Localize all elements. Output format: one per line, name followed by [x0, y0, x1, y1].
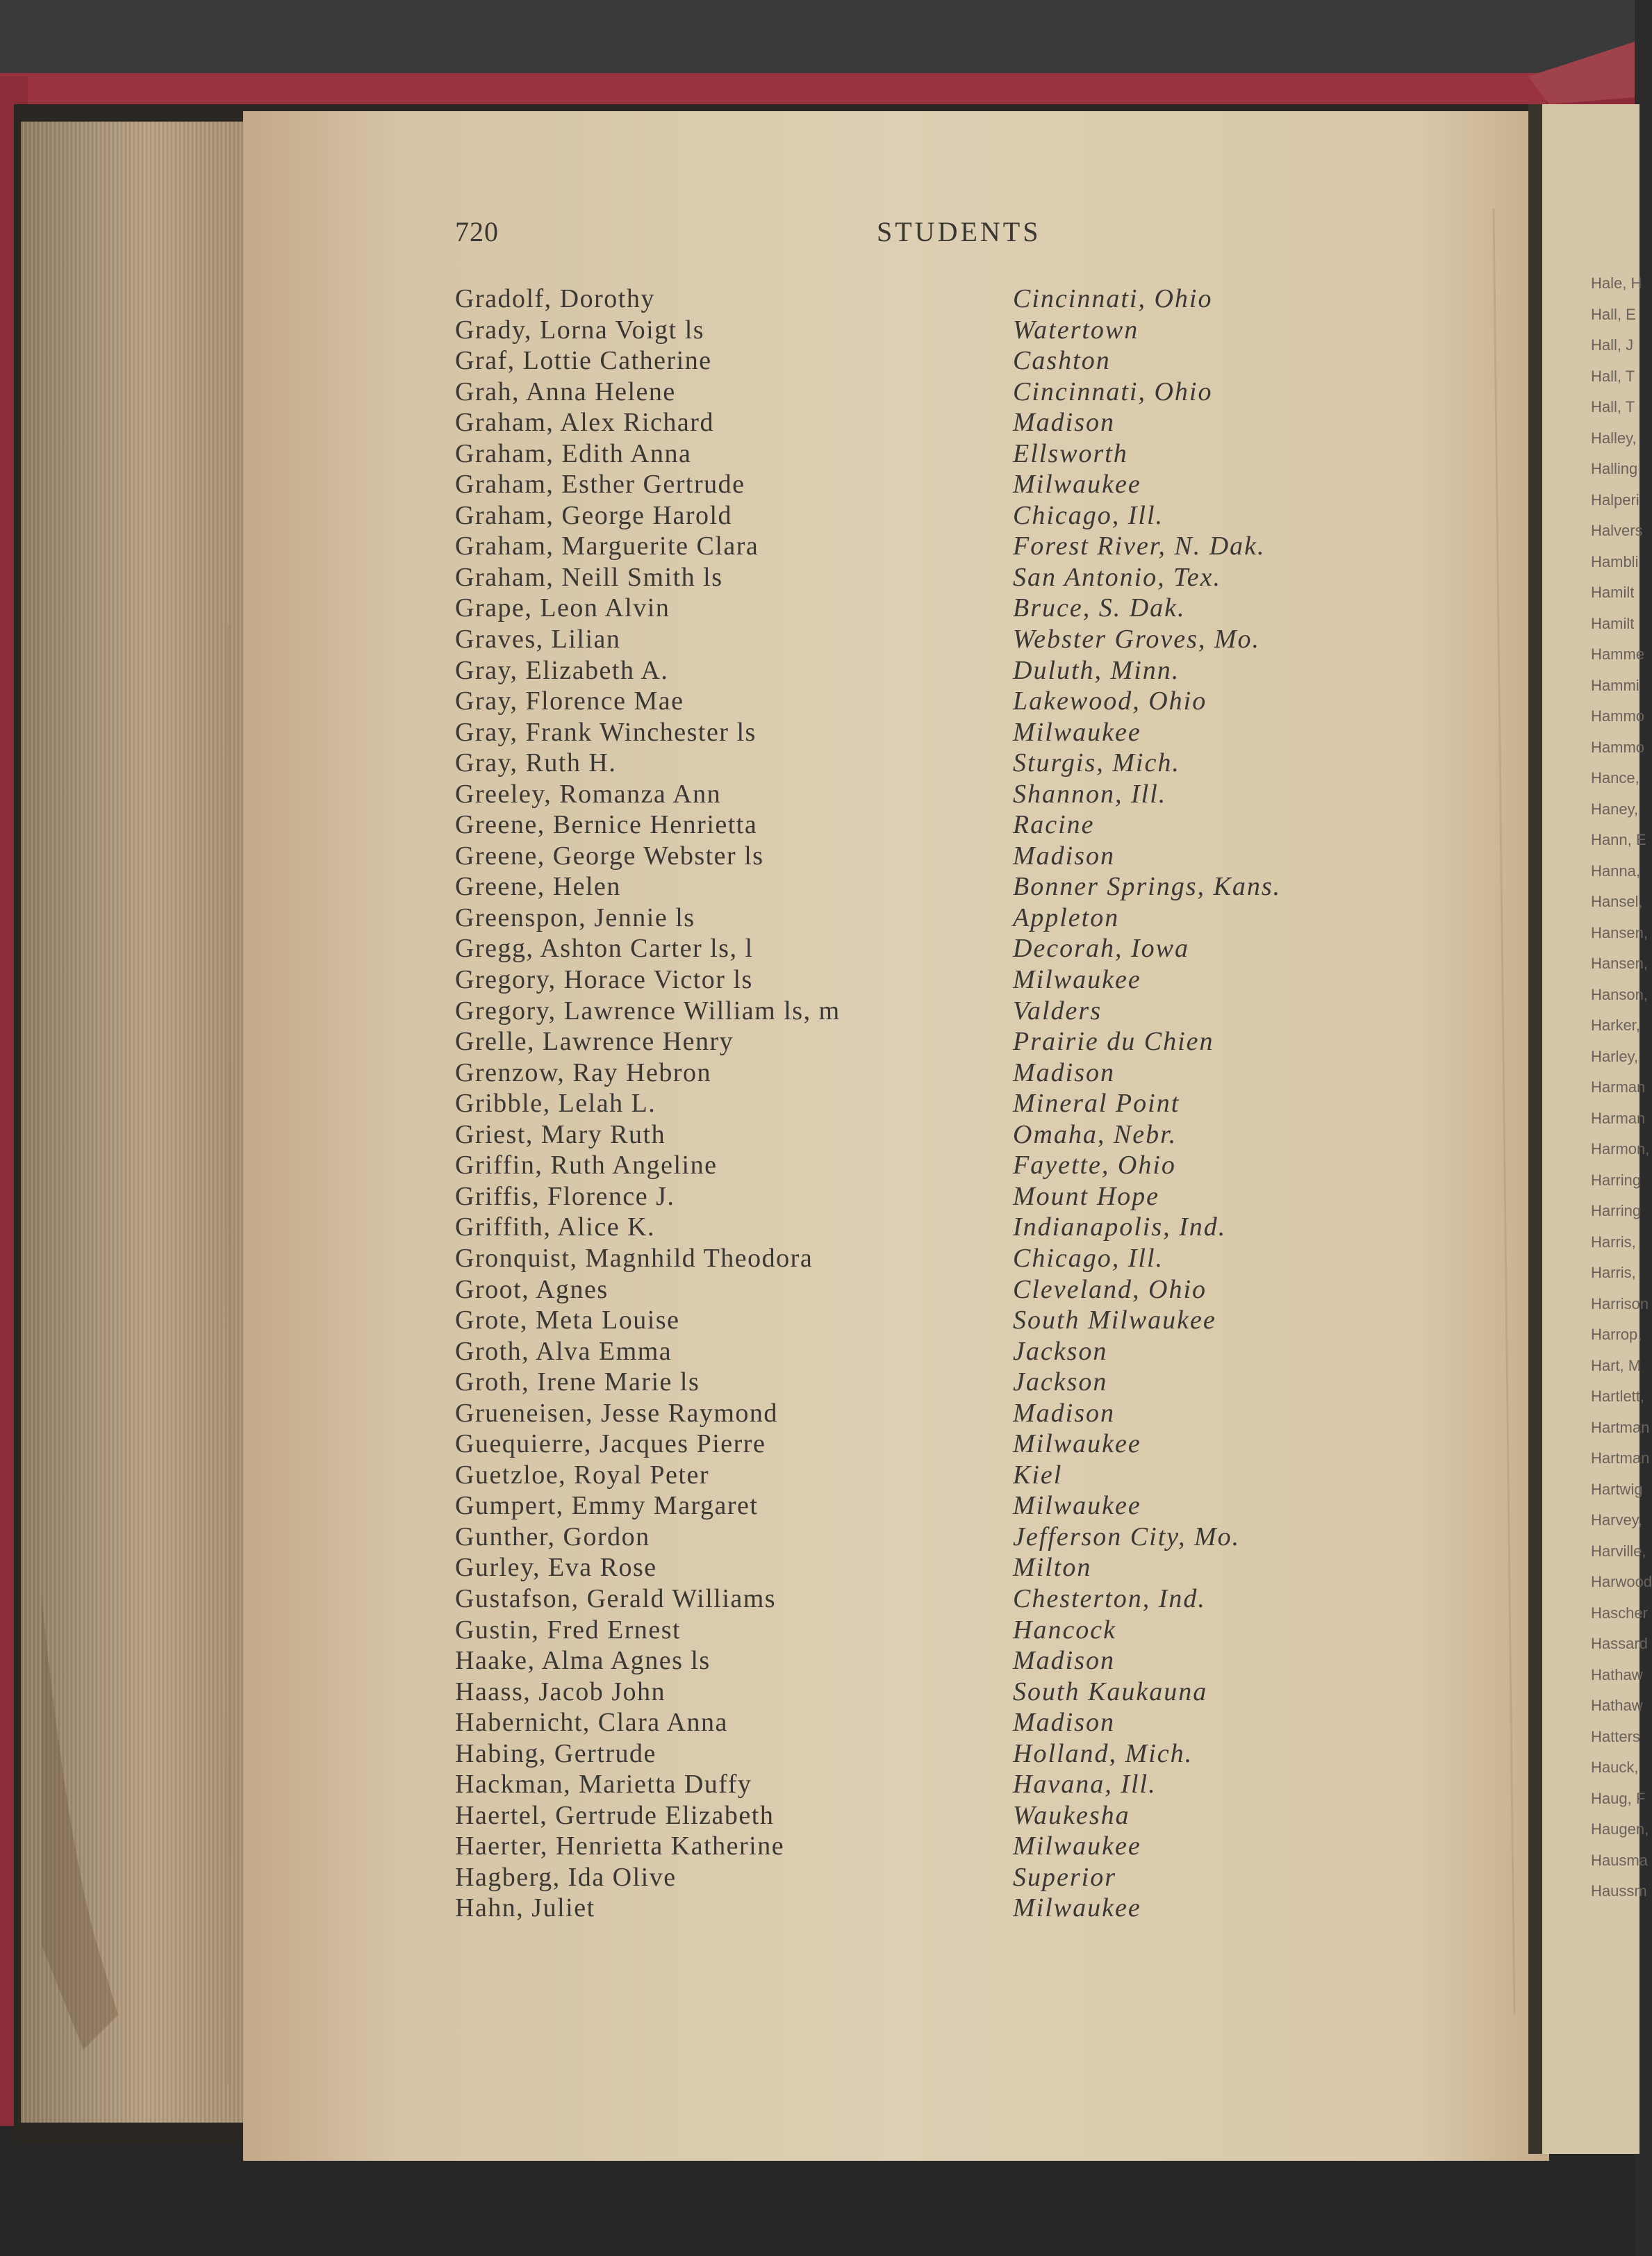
student-hometown: Duluth, Minn. [1013, 655, 1180, 685]
student-name: Haertel, Gertrude Elizabeth [455, 1800, 775, 1830]
student-name: Greene, George Webster ls [455, 841, 764, 871]
student-hometown: Omaha, Nebr. [1013, 1119, 1178, 1149]
facing-page-text: Hausma [1591, 1851, 1648, 1869]
student-name: Gribble, Lelah L. [455, 1089, 656, 1119]
student-name: Groot, Agnes [455, 1274, 609, 1304]
student-name: Haerter, Henrietta Katherine [455, 1831, 785, 1861]
student-entry [455, 1738, 1358, 1770]
student-hometown: Indianapolis, Ind. [1013, 1212, 1227, 1242]
facing-page-text: Hartlett, [1591, 1388, 1645, 1405]
student-hometown: Madison [1013, 1398, 1115, 1428]
student-name: Griest, Mary Ruth [455, 1119, 666, 1149]
student-hometown: Chesterton, Ind. [1013, 1583, 1206, 1613]
student-hometown: Milwaukee [1013, 717, 1141, 747]
student-hometown: Havana, Ill. [1013, 1770, 1157, 1800]
student-entry [455, 1677, 1358, 1708]
facing-page-text: Hall, E [1591, 305, 1636, 323]
student-entry [455, 933, 1358, 964]
student-entry [455, 1243, 1358, 1274]
student-name: Griffin, Ruth Angeline [455, 1151, 718, 1180]
facing-page-text: Harwood [1591, 1573, 1652, 1590]
student-entry [455, 903, 1358, 934]
student-entry [455, 469, 1358, 500]
student-name: Guequierre, Jacques Pierre [455, 1429, 766, 1459]
facing-page-text: Hansen, [1591, 955, 1648, 972]
student-name: Guetzloe, Royal Peter [455, 1460, 710, 1490]
student-entry [455, 1398, 1358, 1429]
student-hometown: Cleveland, Ohio [1013, 1274, 1207, 1304]
student-entry [455, 809, 1358, 841]
student-hometown: Cashton [1013, 346, 1111, 376]
student-name: Groth, Alva Emma [455, 1336, 672, 1366]
student-hometown: Jefferson City, Mo. [1013, 1522, 1241, 1551]
facing-page-text: Harmon, [1591, 1140, 1650, 1158]
facing-page-text: Harman [1591, 1109, 1646, 1127]
student-hometown: Madison [1013, 841, 1115, 871]
student-hometown: Sturgis, Mich. [1013, 748, 1180, 778]
student-hometown: Madison [1013, 408, 1115, 438]
student-name: Habing, Gertrude [455, 1738, 656, 1768]
student-hometown: Madison [1013, 1708, 1115, 1738]
student-entry [455, 1645, 1358, 1677]
student-hometown: Lakewood, Ohio [1013, 686, 1207, 716]
facing-page-text: Hartwig [1591, 1480, 1643, 1498]
student-name: Gregg, Ashton Carter ls, l [455, 934, 754, 964]
facing-page-text: Haug, F [1591, 1789, 1646, 1807]
student-hometown: Milwaukee [1013, 965, 1141, 995]
student-name: Grenzow, Ray Hebron [455, 1057, 711, 1087]
facing-page-text: Hall, J [1591, 336, 1634, 354]
facing-page-text: Harker, [1591, 1016, 1640, 1034]
student-hometown: Jackson [1013, 1367, 1108, 1397]
facing-page-text: Halley, [1591, 429, 1637, 447]
facing-page-text: Hale, H [1591, 274, 1642, 292]
facing-page-text: Halvers [1591, 522, 1643, 539]
student-entry [455, 500, 1358, 532]
student-entry [455, 717, 1358, 748]
student-entry [455, 1336, 1358, 1367]
student-name: Griffith, Alice K. [455, 1212, 656, 1242]
student-name: Groth, Irene Marie ls [455, 1367, 700, 1397]
student-entry [455, 1274, 1358, 1306]
student-entry [455, 562, 1358, 593]
facing-page-text: Hanna, [1591, 862, 1640, 880]
student-name: Graham, Esther Gertrude [455, 470, 745, 500]
student-entry [455, 1522, 1358, 1553]
student-hometown: Madison [1013, 1646, 1115, 1676]
facing-page-text: Hartman [1591, 1418, 1650, 1436]
student-name: Greenspon, Jennie ls [455, 903, 695, 932]
student-entry [455, 283, 1358, 315]
facing-page-text: Harville, [1591, 1542, 1646, 1560]
student-entry [455, 1583, 1358, 1615]
student-hometown: Mount Hope [1013, 1181, 1160, 1211]
student-name: Griffis, Florence J. [455, 1181, 675, 1211]
student-entry [455, 1367, 1358, 1398]
student-hometown: Hancock [1013, 1615, 1117, 1645]
facing-page-text: Hatters [1591, 1727, 1640, 1745]
student-hometown: Milwaukee [1013, 1831, 1141, 1861]
facing-page-text: Hartman [1591, 1449, 1650, 1467]
student-hometown: Jackson [1013, 1336, 1108, 1366]
page-number: 720 [455, 216, 499, 247]
student-name: Hackman, Marietta Duffy [455, 1770, 752, 1800]
student-hometown: Waukesha [1013, 1800, 1130, 1830]
student-name: Graham, Neill Smith ls [455, 562, 723, 592]
student-entry [455, 1119, 1358, 1151]
student-hometown: Madison [1013, 1057, 1115, 1087]
student-name: Graham, Edith Anna [455, 438, 692, 468]
student-name: Gustafson, Gerald Williams [455, 1583, 777, 1613]
running-title: STUDENTS [877, 216, 1041, 247]
student-name: Graham, George Harold [455, 500, 733, 530]
student-hometown: Milwaukee [1013, 1893, 1141, 1923]
facing-page-text: Hall, T [1591, 367, 1635, 385]
student-entry [455, 655, 1358, 686]
student-hometown: Prairie du Chien [1013, 1027, 1214, 1057]
student-hometown: South Milwaukee [1013, 1306, 1216, 1335]
student-entry [455, 624, 1358, 655]
student-entry [455, 1057, 1358, 1089]
student-hometown: Cincinnati, Ohio [1013, 284, 1213, 313]
facing-page-text: Hamme [1591, 645, 1645, 663]
student-name: Gumpert, Emmy Margaret [455, 1491, 759, 1521]
student-name: Gustin, Fred Ernest [455, 1615, 682, 1645]
student-entry [455, 1181, 1358, 1212]
student-entry [455, 593, 1358, 624]
student-entry [455, 315, 1358, 346]
facing-page-text: Hathaw [1591, 1697, 1643, 1714]
student-name: Grelle, Lawrence Henry [455, 1027, 734, 1057]
student-hometown: Holland, Mich. [1013, 1738, 1193, 1768]
facing-page-text: Hall, T [1591, 398, 1635, 415]
student-name: Gunther, Gordon [455, 1522, 650, 1551]
student-entry [455, 1707, 1358, 1738]
facing-page-text: Harring [1591, 1202, 1642, 1219]
facing-page-text: Harris, [1591, 1264, 1636, 1281]
facing-page-text: Hammo [1591, 738, 1645, 756]
student-hometown: Chicago, Ill. [1013, 500, 1164, 530]
student-entry [455, 686, 1358, 717]
student-name: Graham, Alex Richard [455, 408, 714, 438]
student-hometown: South Kaukauna [1013, 1677, 1208, 1706]
facing-page-text: Harrison [1591, 1294, 1649, 1312]
student-entry [455, 438, 1358, 470]
student-entry [455, 345, 1358, 377]
student-entry [455, 1428, 1358, 1460]
student-name: Haake, Alma Agnes ls [455, 1646, 711, 1676]
student-hometown: Racine [1013, 810, 1095, 840]
student-name: Gray, Florence Mae [455, 686, 684, 716]
student-name: Graf, Lottie Catherine [455, 346, 712, 376]
student-name: Habernicht, Clara Anna [455, 1708, 728, 1738]
student-hometown: Milwaukee [1013, 1429, 1141, 1459]
student-entry [455, 1150, 1358, 1181]
student-entry [455, 1490, 1358, 1522]
facing-page-text: Hammo [1591, 707, 1645, 725]
student-name: Grote, Meta Louise [455, 1306, 680, 1335]
facing-page-text: Hambli [1591, 552, 1639, 570]
student-entry [455, 1615, 1358, 1646]
student-entry [455, 1893, 1358, 1924]
facing-page-text: Haney, [1591, 800, 1639, 818]
student-name: Graham, Marguerite Clara [455, 532, 759, 561]
student-hometown: Milton [1013, 1553, 1092, 1583]
student-hometown: Superior [1013, 1862, 1116, 1892]
facing-page-text: Hathaw [1591, 1665, 1643, 1683]
student-entry [455, 964, 1358, 996]
student-entry [455, 1831, 1358, 1862]
student-entry [455, 841, 1358, 872]
student-name: Greene, Helen [455, 872, 621, 902]
student-entry [455, 748, 1358, 779]
facing-page-text: Hart, M [1591, 1356, 1642, 1374]
facing-page-text: Haussm [1591, 1882, 1647, 1900]
facing-page-text: Harman [1591, 1078, 1646, 1096]
facing-page-text: Hanson, [1591, 985, 1648, 1003]
student-name: Gregory, Lawrence William ls, m [455, 996, 841, 1026]
facing-page-text: Halperi [1591, 491, 1639, 509]
student-list [455, 283, 1358, 1924]
facing-page-text: Hance, [1591, 769, 1639, 787]
student-hometown: Forest River, N. Dak. [1013, 532, 1266, 561]
student-entry [455, 1305, 1358, 1336]
student-hometown: Ellsworth [1013, 438, 1128, 468]
student-hometown: Valders [1013, 996, 1102, 1026]
student-name: Gurley, Eva Rose [455, 1553, 657, 1583]
facing-page-text: Harring [1591, 1171, 1642, 1189]
facing-page-text: Hascher [1591, 1604, 1648, 1622]
student-hometown: Fayette, Ohio [1013, 1151, 1176, 1180]
student-name: Gray, Frank Winchester ls [455, 717, 757, 747]
student-name: Greene, Bernice Henrietta [455, 810, 758, 840]
student-entry [455, 407, 1358, 438]
student-entry [455, 1212, 1358, 1243]
facing-page-text: Hauck, [1591, 1759, 1639, 1776]
facing-page-text: Hamilt [1591, 584, 1635, 601]
student-hometown: San Antonio, Tex. [1013, 562, 1222, 592]
facing-page-text: Harley, [1591, 1047, 1639, 1065]
student-hometown: Webster Groves, Mo. [1013, 625, 1261, 654]
student-name: Haass, Jacob John [455, 1677, 666, 1706]
student-name: Gray, Ruth H. [455, 748, 617, 778]
student-name: Grady, Lorna Voigt ls [455, 315, 705, 345]
student-hometown: Appleton [1013, 903, 1120, 932]
student-hometown: Cincinnati, Ohio [1013, 377, 1213, 406]
student-entry [455, 1026, 1358, 1057]
student-hometown: Shannon, Ill. [1013, 779, 1167, 809]
student-entry [455, 531, 1358, 562]
student-entry [455, 1800, 1358, 1831]
student-hometown: Mineral Point [1013, 1089, 1180, 1119]
facing-page-fragment [1591, 274, 1652, 1913]
student-name: Greeley, Romanza Ann [455, 779, 722, 809]
student-name: Gregory, Horace Victor ls [455, 965, 753, 995]
student-name: Gray, Elizabeth A. [455, 655, 669, 685]
facing-page-text: Hammi [1591, 676, 1639, 694]
facing-page-text: Haugen, [1591, 1820, 1649, 1838]
facing-page-text: Hamilt [1591, 614, 1635, 632]
student-hometown: Kiel [1013, 1460, 1063, 1490]
student-hometown: Watertown [1013, 315, 1139, 345]
student-entry [455, 1769, 1358, 1800]
facing-page-text: Halling [1591, 460, 1638, 477]
student-hometown: Chicago, Ill. [1013, 1243, 1164, 1273]
facing-page-text: Harrop, [1591, 1326, 1642, 1343]
facing-page-text: Hansen, [1591, 923, 1648, 941]
student-hometown: Bonner Springs, Kans. [1013, 872, 1282, 902]
student-name: Hagberg, Ida Olive [455, 1862, 677, 1892]
facing-page-text: Harris, [1591, 1233, 1636, 1251]
student-entry [455, 871, 1358, 903]
student-name: Gradolf, Dorothy [455, 284, 655, 313]
student-entry [455, 1862, 1358, 1893]
student-entry [455, 1088, 1358, 1119]
facing-page-text: Harvey, [1591, 1511, 1643, 1529]
student-name: Hahn, Juliet [455, 1893, 595, 1923]
student-entry [455, 779, 1358, 810]
student-name: Grape, Leon Alvin [455, 593, 670, 623]
student-entry [455, 1552, 1358, 1583]
student-entry [455, 1460, 1358, 1491]
student-name: Graves, Lilian [455, 625, 621, 654]
student-hometown: Decorah, Iowa [1013, 934, 1189, 964]
student-hometown: Bruce, S. Dak. [1013, 593, 1186, 623]
facing-page-text: Hansel, [1591, 893, 1643, 910]
facing-page-text: Hann, E [1591, 831, 1646, 848]
student-hometown: Milwaukee [1013, 470, 1141, 500]
student-entry [455, 377, 1358, 408]
student-name: Grah, Anna Helene [455, 377, 676, 406]
student-hometown: Milwaukee [1013, 1491, 1141, 1521]
student-name: Gronquist, Magnhild Theodora [455, 1243, 813, 1273]
facing-page-text: Hassard [1591, 1635, 1648, 1652]
student-name: Grueneisen, Jesse Raymond [455, 1398, 778, 1428]
student-entry [455, 996, 1358, 1027]
